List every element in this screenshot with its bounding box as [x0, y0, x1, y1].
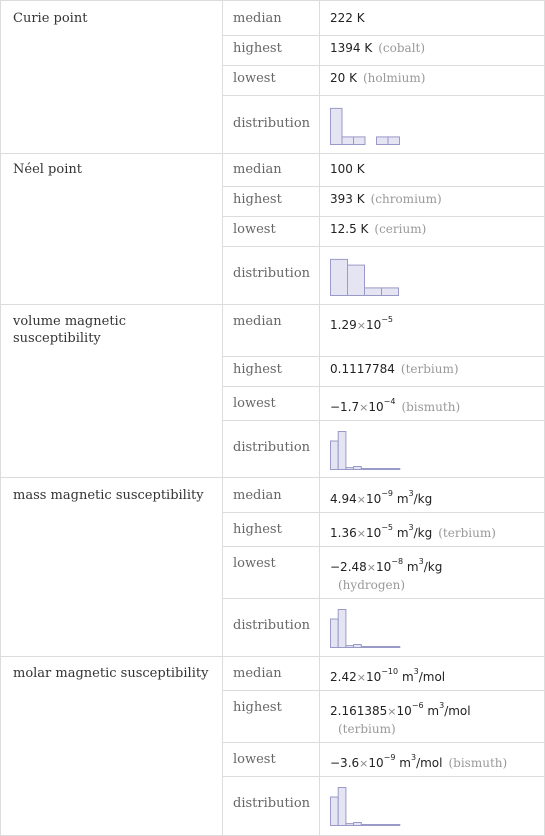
row-label-distribution: distribution — [233, 796, 311, 811]
histogram-bar — [361, 825, 369, 826]
row-separator — [222, 356, 545, 357]
volume-median-value: $1.29\times 10^{-5}$ — [330, 315, 394, 332]
element-note: (holmium) — [362, 71, 426, 85]
curie-median-value: 222 K — [330, 11, 365, 25]
row-separator — [222, 35, 545, 36]
histogram-bar — [338, 610, 346, 648]
histogram-bar — [369, 647, 377, 648]
property-name-volume: volume magnetic susceptibility — [13, 314, 126, 346]
row-label-median: median — [233, 666, 282, 681]
row-label-highest: highest — [233, 362, 282, 377]
row-label-distribution: distribution — [233, 266, 311, 281]
row-label-lowest: lowest — [233, 71, 276, 86]
histogram-bar — [392, 825, 400, 826]
row-label-median: median — [233, 11, 282, 26]
table-border-top — [0, 0, 545, 1]
row-label-median: median — [233, 162, 282, 177]
histogram-bar — [342, 137, 354, 145]
row-separator — [222, 216, 545, 217]
histogram-bar — [377, 647, 385, 648]
histogram-bar — [338, 432, 346, 470]
mass-distribution-histogram — [329, 607, 403, 649]
histogram-bar — [346, 646, 354, 648]
row-label-distribution: distribution — [233, 440, 311, 455]
neel-median-value: 100 K — [330, 162, 365, 176]
histogram-bar — [354, 645, 362, 648]
neel-distribution-histogram — [329, 255, 401, 297]
histogram-bar — [331, 259, 348, 295]
molar-histogram-svg — [329, 785, 403, 827]
curie-lowest-value: 20 K (holmium) — [330, 71, 426, 85]
mass-lowest-value: $-2.48\times 10^{-8}$ $m^3/kg$ (hydrogen) — [330, 557, 443, 592]
mass-median-value: $4.94\times 10^{-9}$ $m^3/kg$ — [330, 489, 433, 506]
element-note: (bismuth) — [448, 756, 508, 770]
volume-highest-value: 0.1117784 (terbium) — [330, 362, 459, 376]
histogram-bar — [392, 469, 400, 470]
group-separator — [0, 153, 545, 154]
element-note: (terbium) — [400, 362, 459, 376]
row-label-distribution: distribution — [233, 618, 311, 633]
property-name-molar: molar magnetic susceptibility — [13, 666, 209, 681]
histogram-bar — [354, 823, 362, 826]
volume-histogram-svg — [329, 429, 403, 471]
group-separator — [0, 656, 545, 657]
element-note: (bismuth) — [401, 400, 461, 414]
curie-histogram-svg — [329, 104, 402, 146]
histogram-bar — [361, 647, 369, 648]
element-note: (cerium) — [374, 222, 427, 236]
histogram-bar — [331, 797, 339, 826]
row-separator — [222, 246, 545, 247]
row-separator — [222, 512, 545, 513]
histogram-bar — [331, 441, 339, 470]
property-name-mass: mass magnetic susceptibility — [13, 488, 204, 503]
histogram-bar — [392, 647, 400, 648]
molar-median-value: $2.42\times 10^{-10}$ $m^3$/mol — [330, 667, 446, 684]
curie-highest-value: 1394 K (cobalt) — [330, 41, 426, 55]
histogram-bar — [346, 468, 354, 470]
molar-highest-value: $2.161385\times 10^{-6}$ $m^3$/mol (terbium) — [330, 701, 471, 736]
row-label-median: median — [233, 314, 282, 329]
histogram-bar — [377, 825, 385, 826]
table-border-left — [0, 0, 1, 836]
histogram-bar — [369, 825, 377, 826]
histogram-bar — [354, 137, 366, 145]
histogram-bar — [384, 825, 392, 826]
property-name-neel: Néel point — [13, 162, 82, 177]
column-divider-2 — [319, 0, 320, 836]
row-label-highest: highest — [233, 700, 282, 715]
row-label-lowest: lowest — [233, 222, 276, 237]
row-label-distribution: distribution — [233, 116, 311, 131]
row-label-highest: highest — [233, 192, 282, 207]
row-separator — [222, 386, 545, 387]
row-separator — [222, 776, 545, 777]
histogram-bar — [348, 265, 365, 295]
histogram-bar — [377, 137, 389, 145]
volume-distribution-histogram — [329, 429, 403, 471]
row-label-lowest: lowest — [233, 556, 276, 571]
neel-histogram-svg — [329, 255, 401, 297]
histogram-bar — [382, 288, 399, 296]
histogram-bar — [384, 469, 392, 470]
row-label-median: median — [233, 488, 282, 503]
column-divider-1 — [222, 0, 223, 836]
row-separator — [222, 186, 545, 187]
row-separator — [222, 690, 545, 691]
element-note: (hydrogen) — [338, 578, 406, 592]
molar-lowest-value: $-3.6\times 10^{-9}$ $m^3$/mol (bismuth) — [330, 753, 508, 770]
mass-histogram-svg — [329, 607, 403, 649]
histogram-bar — [369, 469, 377, 470]
molar-distribution-histogram — [329, 785, 403, 827]
property-name-curie: Curie point — [13, 11, 88, 26]
neel-lowest-value: 12.5 K (cerium) — [330, 222, 427, 236]
histogram-bar — [346, 824, 354, 826]
histogram-bar — [377, 469, 385, 470]
row-separator — [222, 95, 545, 96]
mass-highest-value: $1.36\times 10^{-5}$ $m^3/kg$ (terbium) — [330, 523, 496, 540]
row-separator — [222, 546, 545, 547]
row-separator — [222, 742, 545, 743]
histogram-bar — [354, 467, 362, 470]
element-note: (terbium) — [438, 526, 496, 540]
histogram-bar — [338, 788, 346, 826]
row-separator — [222, 65, 545, 66]
element-note: (terbium) — [338, 722, 396, 736]
row-label-lowest: lowest — [233, 752, 276, 767]
histogram-bar — [384, 647, 392, 648]
histogram-bar — [388, 137, 400, 145]
histogram-bar — [331, 108, 343, 144]
neel-highest-value: 393 K (chromium) — [330, 192, 442, 206]
element-note: (chromium) — [370, 192, 442, 206]
row-separator — [222, 420, 545, 421]
volume-lowest-value: $-1.7\times 10^{-4}$ (bismuth) — [330, 397, 461, 414]
histogram-bar — [361, 469, 369, 470]
element-note: (cobalt) — [378, 41, 426, 55]
histogram-bar — [365, 288, 382, 296]
row-label-highest: highest — [233, 41, 282, 56]
group-separator — [0, 304, 545, 305]
group-separator — [0, 477, 545, 478]
row-label-highest: highest — [233, 522, 282, 537]
row-separator — [222, 598, 545, 599]
histogram-bar — [331, 619, 339, 648]
curie-distribution-histogram — [329, 104, 402, 146]
row-label-lowest: lowest — [233, 396, 276, 411]
